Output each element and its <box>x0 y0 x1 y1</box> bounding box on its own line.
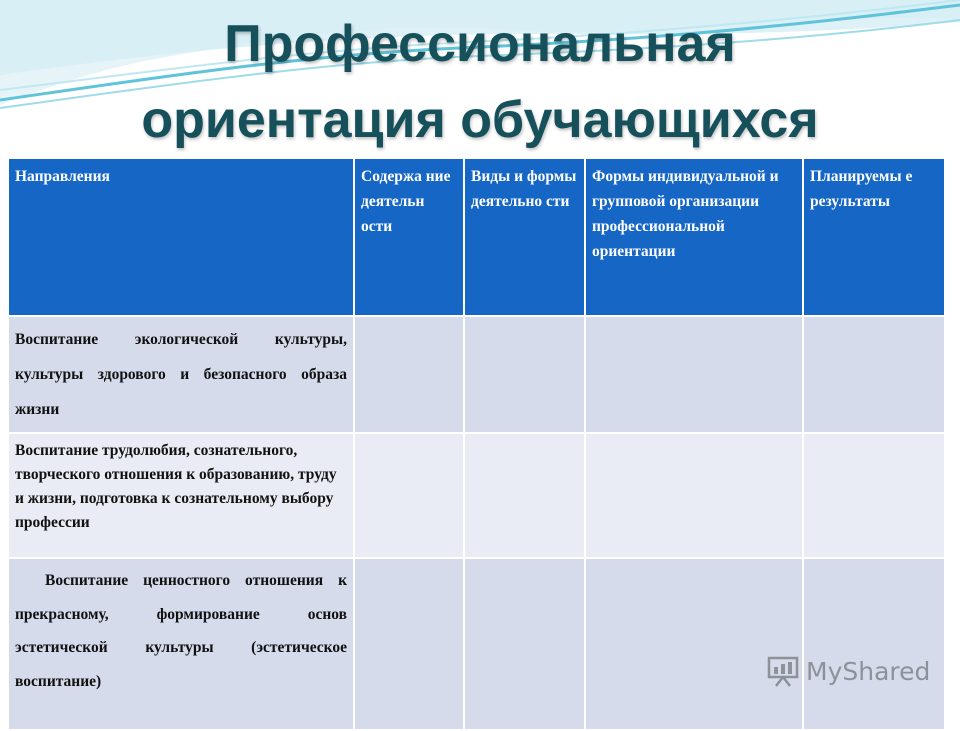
table-row <box>8 558 945 730</box>
empty-cell <box>803 558 945 730</box>
table-row <box>8 433 945 558</box>
empty-cell <box>354 433 464 558</box>
header-types-forms: Виды и формы деятельно сти <box>464 158 585 316</box>
empty-cell <box>464 558 585 730</box>
presentation-icon <box>766 654 800 688</box>
header-planned-results: Планируемы е результаты <box>803 158 945 316</box>
empty-cell <box>464 433 585 558</box>
header-content: Содержа ние деятельн ости <box>354 158 464 316</box>
page-title <box>0 6 960 158</box>
empty-cell <box>354 316 464 433</box>
empty-cell <box>585 316 803 433</box>
empty-cell <box>354 558 464 730</box>
empty-cell <box>464 316 585 433</box>
header-directions: Направления <box>8 158 354 316</box>
header-organization-forms: Формы индивидуальной и групповой организации профессиональной ориентации <box>585 158 803 316</box>
direction-cell: Воспитание ценностного отношения к прекрасному, формирование основ эстетической культуры (эстетическое воспитание) <box>8 558 354 730</box>
page-title-line1: Профессиональная <box>224 15 736 73</box>
empty-cell <box>803 433 945 558</box>
page-title-line2: ориентация обучающихся <box>141 91 819 149</box>
empty-cell <box>585 433 803 558</box>
empty-cell <box>585 558 803 730</box>
watermark-text: MyShared <box>806 656 931 686</box>
watermark <box>766 654 930 688</box>
direction-cell: Воспитание трудолюбия, сознательного, творческого отношения к образованию, труду и жизни, подготовка к сознательному выбору профессии <box>8 433 354 558</box>
professional-orientation-table <box>7 157 946 731</box>
table-header-row <box>8 158 945 316</box>
empty-cell <box>803 316 945 433</box>
direction-cell: Воспитание экологической культуры, культуры здорового и безопасного образа жизни <box>8 316 354 433</box>
table-row <box>8 316 945 433</box>
